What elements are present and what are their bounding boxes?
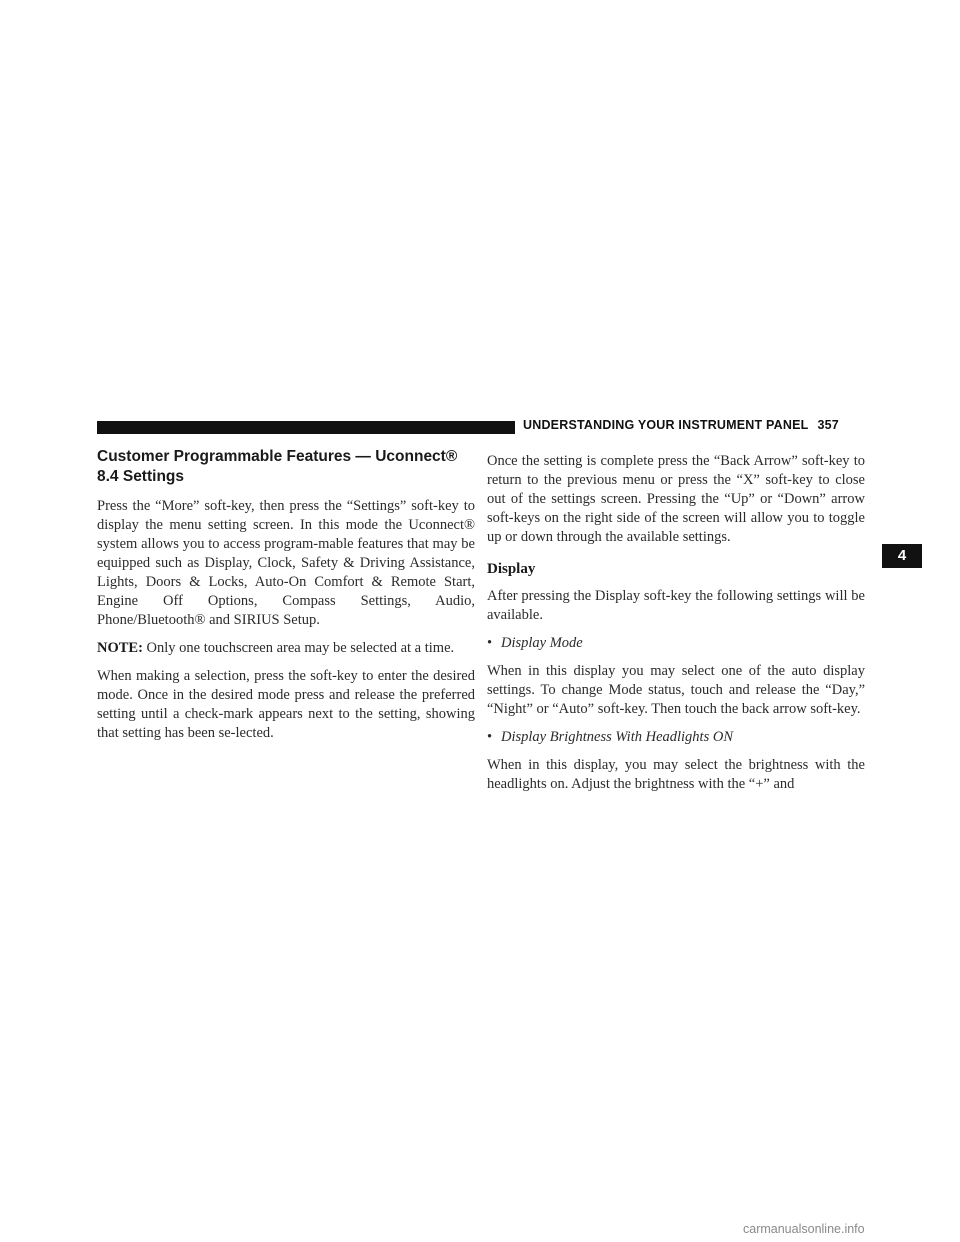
header-rule — [97, 421, 515, 434]
bullet-display-mode-text: Display Mode — [501, 635, 583, 651]
note-text: Only one touchscreen area may be selected at a time. — [146, 640, 455, 656]
chapter-tab: 4 — [882, 544, 922, 568]
display-heading: Display — [487, 561, 536, 577]
brightness-paragraph: When in this display, you may select the brightness with the headlights on. Adjust the brightness with the “+” and — [487, 757, 865, 792]
display-intro-paragraph: After pressing the Display soft-key the following settings will be available. — [487, 588, 865, 623]
settings-complete-paragraph: Once the setting is complete press the “Back Arrow” soft-key to return to the previous menu or press the “X” soft-key to close out of the settings screen. Pressing the “Up” or “Down” arrow soft-keys on the right side of the screen will allow you to toggle up or down through the available settings. — [487, 453, 865, 545]
left-column — [97, 447, 475, 752]
bullet-dot-icon: • — [487, 729, 493, 745]
note-label: NOTE: — [97, 640, 143, 656]
watermark: carmanualsonline.info — [743, 1222, 865, 1236]
note-paragraph — [97, 639, 475, 658]
running-header — [523, 418, 839, 432]
bullet-brightness-text: Display Brightness With Headlights ON — [501, 729, 733, 745]
display-mode-paragraph: When in this display you may select one of the auto display settings. To change Mode status, touch and release the “Day,” “Night” or “Auto” soft-key. Then touch the back arrow soft-key. — [487, 663, 865, 717]
right-column — [487, 452, 865, 803]
bullet-brightness — [487, 728, 865, 747]
intro-paragraph: Press the “More” soft-key, then press the “Settings” soft-key to display the menu setting screen. In this mode the Uconnect® system allows you to access program-mable features that may be equipped such as Display, Clock, Safety & Driving Assistance, Lights, Doors & Locks, Auto-On Comfort & Remote Start, Engine Off Options, Compass Settings, Audio, Phone/Bluetooth® and SIRIUS Setup. — [97, 498, 475, 628]
bullet-dot-icon: • — [487, 635, 493, 651]
header-section-title: UNDERSTANDING YOUR INSTRUMENT PANEL — [523, 418, 809, 432]
selection-paragraph: When making a selection, press the soft-key to enter the desired mode. Once in the desired mode press and release the preferred setting until a check-mark appears next to the setting, showing that setting has been se-lected. — [97, 668, 475, 741]
bullet-display-mode — [487, 634, 865, 653]
page-number: 357 — [817, 418, 839, 432]
section-heading: Customer Programmable Features — Uconnect® 8.4 Settings — [97, 448, 458, 485]
